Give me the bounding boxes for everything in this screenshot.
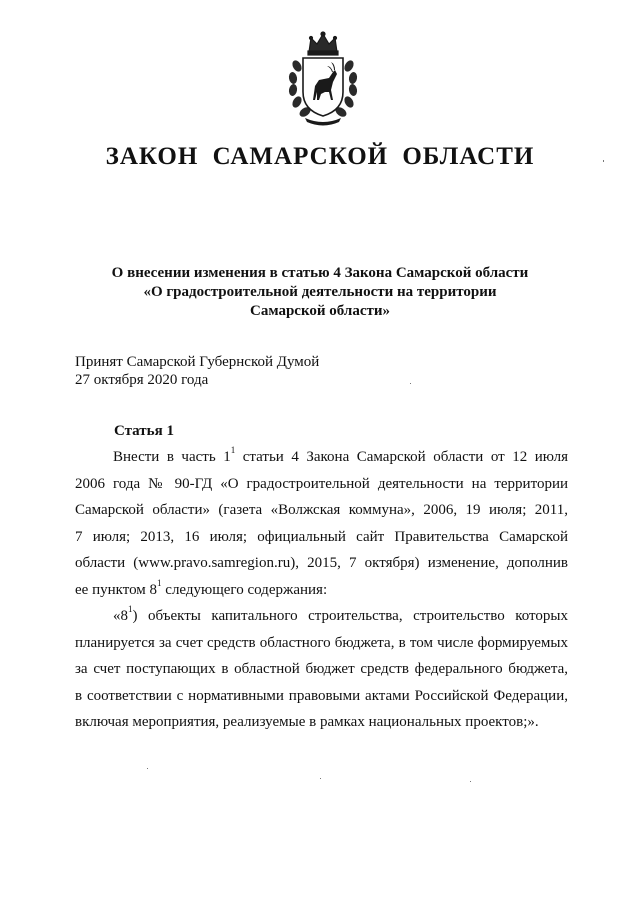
paragraph-line: ее пунктом $8^1$ следующего содержания:: [75, 577, 328, 598]
coat-of-arms-icon: [285, 30, 361, 126]
article-heading: Статья 1: [114, 423, 174, 439]
article-body: [75, 444, 568, 736]
paragraph-line: планируется за счет средств областного бюджета, в том числе формируемых: [75, 634, 568, 651]
paragraph-line: области (www.pravo.samregion.ru), 2015, 7 октября) изменение, дополнив: [75, 555, 568, 571]
paragraph-line: за счет поступающих в областной бюджет средств федерального бюджета,: [75, 661, 568, 677]
adopted-date: 27 октября 2020 года: [75, 372, 209, 388]
paragraph-line: Внести в часть $1^1$ статьи 4 Закона Самарской области от 12 июля: [113, 445, 568, 465]
scan-speck: [470, 781, 471, 782]
scan-speck: [410, 383, 411, 384]
subject-line: О внесении изменения в статью 4 Закона Самарской области: [111, 265, 529, 281]
scan-speck: [320, 778, 321, 779]
scan-speck: [147, 768, 148, 769]
law-title: ЗАКОН САМАРСКОЙ ОБЛАСТИ: [105, 143, 535, 170]
paragraph-line: включая мероприятия, реализуемые в рамках национальных проектов;».: [75, 714, 539, 730]
superscript: 1: [157, 577, 162, 588]
superscript: 1: [230, 445, 236, 455]
paragraph-line: Самарской области» (газета «Волжская коммуна», 2006, 19 июля; 2011,: [75, 502, 568, 518]
scan-speck: [603, 160, 604, 162]
subject-line: Самарской области»: [250, 303, 390, 319]
law-subject: [70, 264, 570, 321]
paragraph-line: «$8^1$) объекты капитального строительства, строительство которых: [113, 604, 568, 624]
subject-line: «О градостроительной деятельности на территории: [143, 284, 497, 300]
paragraph-line: 2006 года № 90-ГД «О градостроительной деятельности на территории: [75, 475, 568, 492]
superscript: 1: [128, 604, 133, 614]
adoption-info: [75, 353, 319, 389]
paragraph-line: в соответствии с нормативными правовыми актами Российской Федерации,: [75, 687, 568, 704]
paragraph-line: 7 июля; 2013, 16 июля; официальный сайт Правительства Самарской: [75, 528, 568, 545]
adopted-by: Принят Самарской Губернской Думой: [75, 354, 320, 370]
